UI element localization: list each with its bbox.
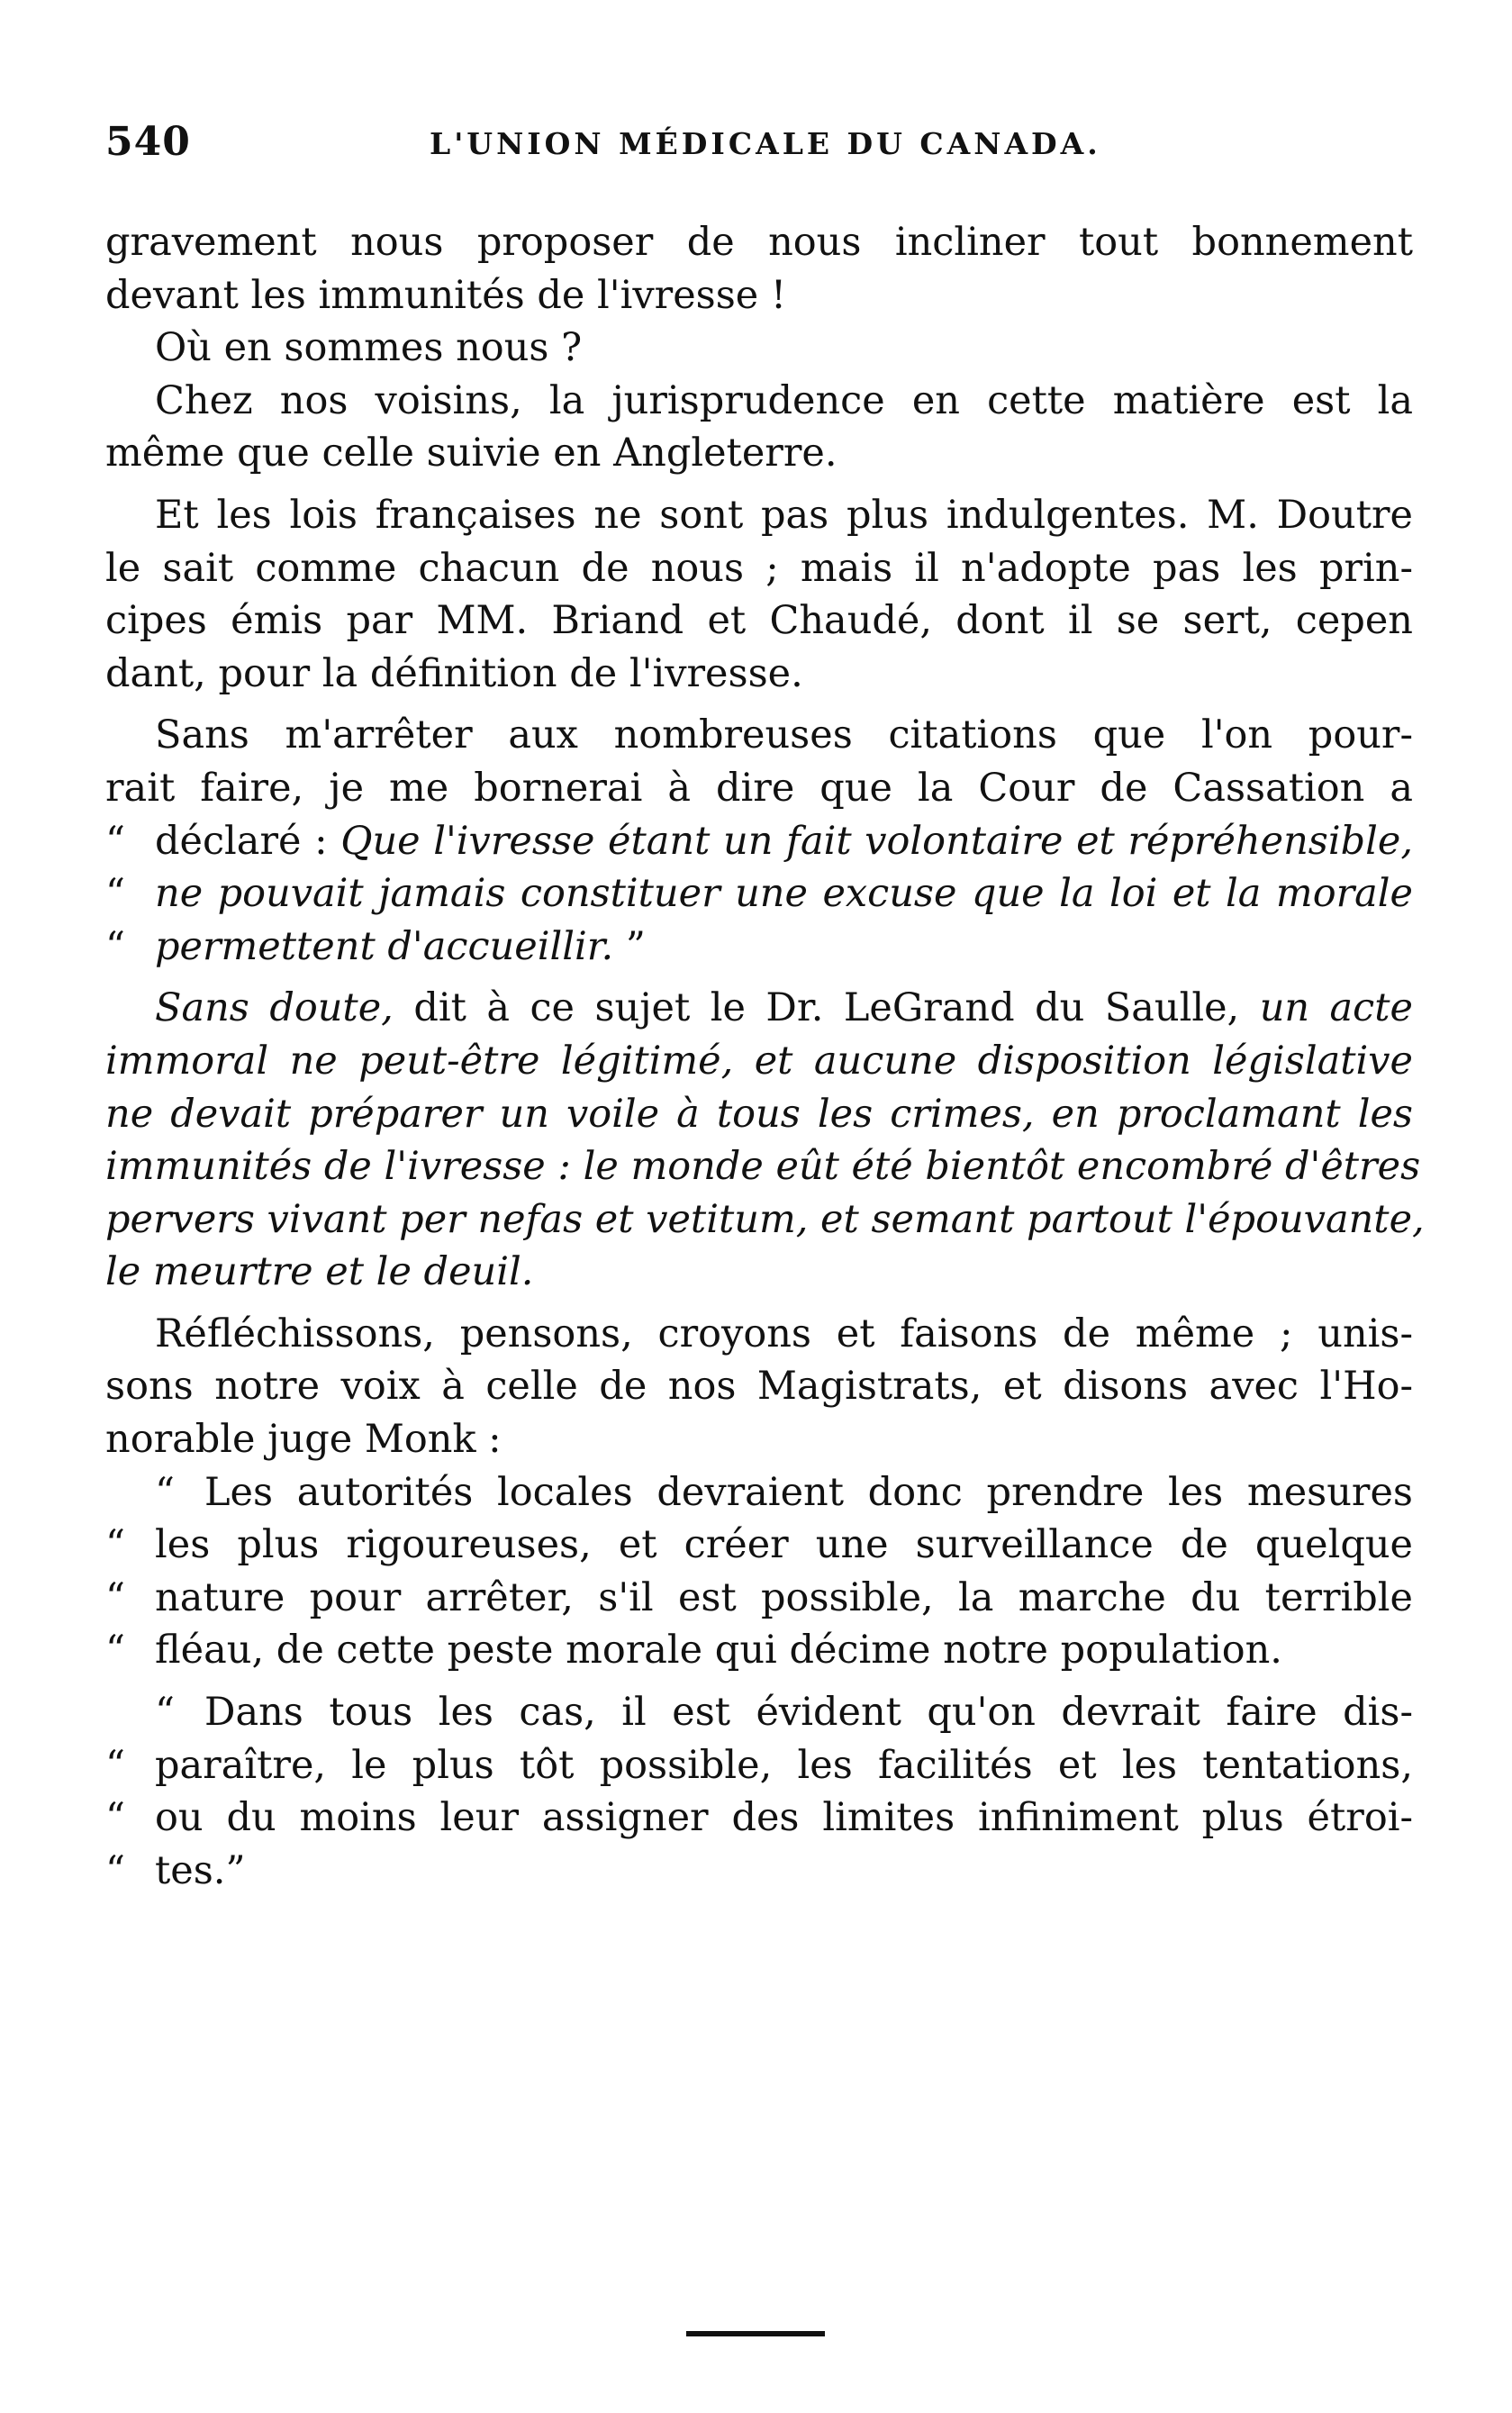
quote-mark: “ xyxy=(155,1469,175,1515)
italic-text: immunités de l'ivresse : le monde eût été bientôt encombré d'êtres xyxy=(105,1144,1421,1190)
roman-text: nature pour arrêter, s'il est possible, la marche du terrible xyxy=(155,1574,1413,1620)
text-line xyxy=(105,1088,1413,1141)
roman-text: les plus rigoureuses, et créer une surveillance de quelque xyxy=(155,1522,1413,1568)
text-line xyxy=(105,1792,1413,1845)
italic-text: un acte xyxy=(1259,985,1413,1031)
text-line xyxy=(105,1193,1425,1247)
text-line xyxy=(105,1739,1413,1792)
text-line xyxy=(105,1466,1413,1519)
quote-mark: “ xyxy=(105,1574,125,1620)
italic-text: immoral ne peut-être légitimé, et aucune disposition législative xyxy=(105,1038,1413,1084)
roman-text: ou du moins leur assigner des limites infiniment plus étroi- xyxy=(155,1795,1413,1841)
roman-text: dant, pour la définition de l'ivresse. xyxy=(105,650,803,696)
paragraph-gap xyxy=(105,480,1413,489)
paragraph-gap xyxy=(105,1299,1413,1308)
text-line xyxy=(105,1035,1413,1088)
roman-text: même que celle suivie en Angleterre. xyxy=(105,431,837,476)
roman-text: dit à ce sujet le Dr. LeGrand du Saulle, xyxy=(393,985,1260,1031)
text-line xyxy=(105,648,1413,701)
text-line xyxy=(105,867,1413,921)
italic-text: le meurtre et le deuil. xyxy=(105,1249,534,1295)
italic-text: Sans doute, xyxy=(155,985,394,1031)
quote-mark: “ xyxy=(105,818,125,864)
roman-text: Les autorités locales devraient donc prendre les mesures xyxy=(204,1469,1413,1515)
roman-text: gravement nous proposer de nous incliner tout bonnement xyxy=(105,220,1413,265)
end-rule xyxy=(686,2331,825,2336)
italic-text: ne pouvait jamais constituer une excuse que la loi et la morale xyxy=(155,871,1413,917)
text-line xyxy=(105,1413,1413,1466)
quote-mark: “ xyxy=(105,923,125,969)
roman-text: Sans m'arrêter aux nombreuses citations que l'on pour- xyxy=(155,712,1413,758)
text-line xyxy=(105,594,1413,648)
roman-text: tes.” xyxy=(155,1847,246,1893)
text-line xyxy=(105,1519,1413,1572)
text-line xyxy=(105,1308,1413,1361)
text-line xyxy=(105,216,1413,269)
text-line xyxy=(105,1845,1413,1898)
paragraph-gap xyxy=(105,973,1413,982)
text-line xyxy=(105,489,1413,542)
quote-mark: “ xyxy=(105,1742,125,1788)
roman-text: fléau, de cette peste morale qui décime notre population. xyxy=(155,1628,1282,1674)
text-line xyxy=(105,1140,1421,1193)
text-line xyxy=(105,815,1413,868)
text-line xyxy=(105,1686,1413,1739)
text-line xyxy=(105,762,1413,815)
roman-text: cipes émis par MM. Briand et Chaudé, dont il se sert, cepen xyxy=(105,598,1413,644)
text-line xyxy=(105,542,1413,595)
roman-text: ” xyxy=(613,923,646,969)
italic-text: pervers vivant per nefas et vetitum, et semant partout l'épouvante, xyxy=(105,1196,1425,1242)
running-head: L'UNION MÉDICALE DU CANADA. xyxy=(430,126,1101,161)
roman-text: Et les lois françaises ne sont pas plus indulgentes. M. Doutre xyxy=(155,492,1413,538)
paragraph-gap xyxy=(105,1677,1413,1686)
quote-mark: “ xyxy=(105,1795,125,1841)
text-line xyxy=(105,427,1413,480)
italic-text: Que l'ivresse étant un fait volontaire et répréhensible, xyxy=(340,818,1413,864)
text-line xyxy=(105,1246,1413,1299)
roman-text: Chez nos voisins, la jurisprudence en cette matière est la xyxy=(155,377,1413,423)
roman-text: sons notre voix à celle de nos Magistrats, et disons avec l'Ho- xyxy=(105,1364,1413,1410)
text-line xyxy=(105,921,1413,974)
roman-text: Où en sommes nous ? xyxy=(155,325,583,371)
roman-text: rait faire, je me bornerai à dire que la Cour de Cassation a xyxy=(105,765,1413,811)
text-line xyxy=(105,269,1413,322)
page-number: 540 xyxy=(105,119,191,165)
text-line xyxy=(105,322,1413,375)
roman-text: déclaré : xyxy=(155,818,341,864)
text-line xyxy=(105,375,1413,428)
page-header xyxy=(105,119,1429,173)
text-line xyxy=(105,1360,1413,1413)
roman-text: Dans tous les cas, il est évident qu'on devrait faire dis- xyxy=(204,1690,1413,1736)
text-line xyxy=(105,709,1413,762)
paragraph-gap xyxy=(105,700,1413,709)
text-line xyxy=(105,982,1413,1035)
roman-text: devant les immunités de l'ivresse ! xyxy=(105,272,787,318)
quote-mark: “ xyxy=(105,871,125,917)
text-line xyxy=(105,1572,1413,1625)
roman-text: Réfléchissons, pensons, croyons et faisons de même ; unis- xyxy=(155,1311,1413,1356)
body-text xyxy=(105,216,1425,1897)
italic-text: permettent d'accueillir. xyxy=(155,923,614,969)
roman-text: paraître, le plus tôt possible, les facilités et les tentations, xyxy=(155,1742,1413,1788)
quote-mark: “ xyxy=(105,1522,125,1568)
roman-text: norable juge Monk : xyxy=(105,1417,502,1463)
italic-text: ne devait préparer un voile à tous les crimes, en proclamant les xyxy=(105,1091,1413,1137)
text-line xyxy=(105,1624,1413,1677)
quote-mark: “ xyxy=(105,1628,125,1674)
quote-mark: “ xyxy=(155,1690,175,1736)
roman-text: le sait comme chacun de nous ; mais il n'adopte pas les prin- xyxy=(105,545,1413,591)
quote-mark: “ xyxy=(105,1847,125,1893)
